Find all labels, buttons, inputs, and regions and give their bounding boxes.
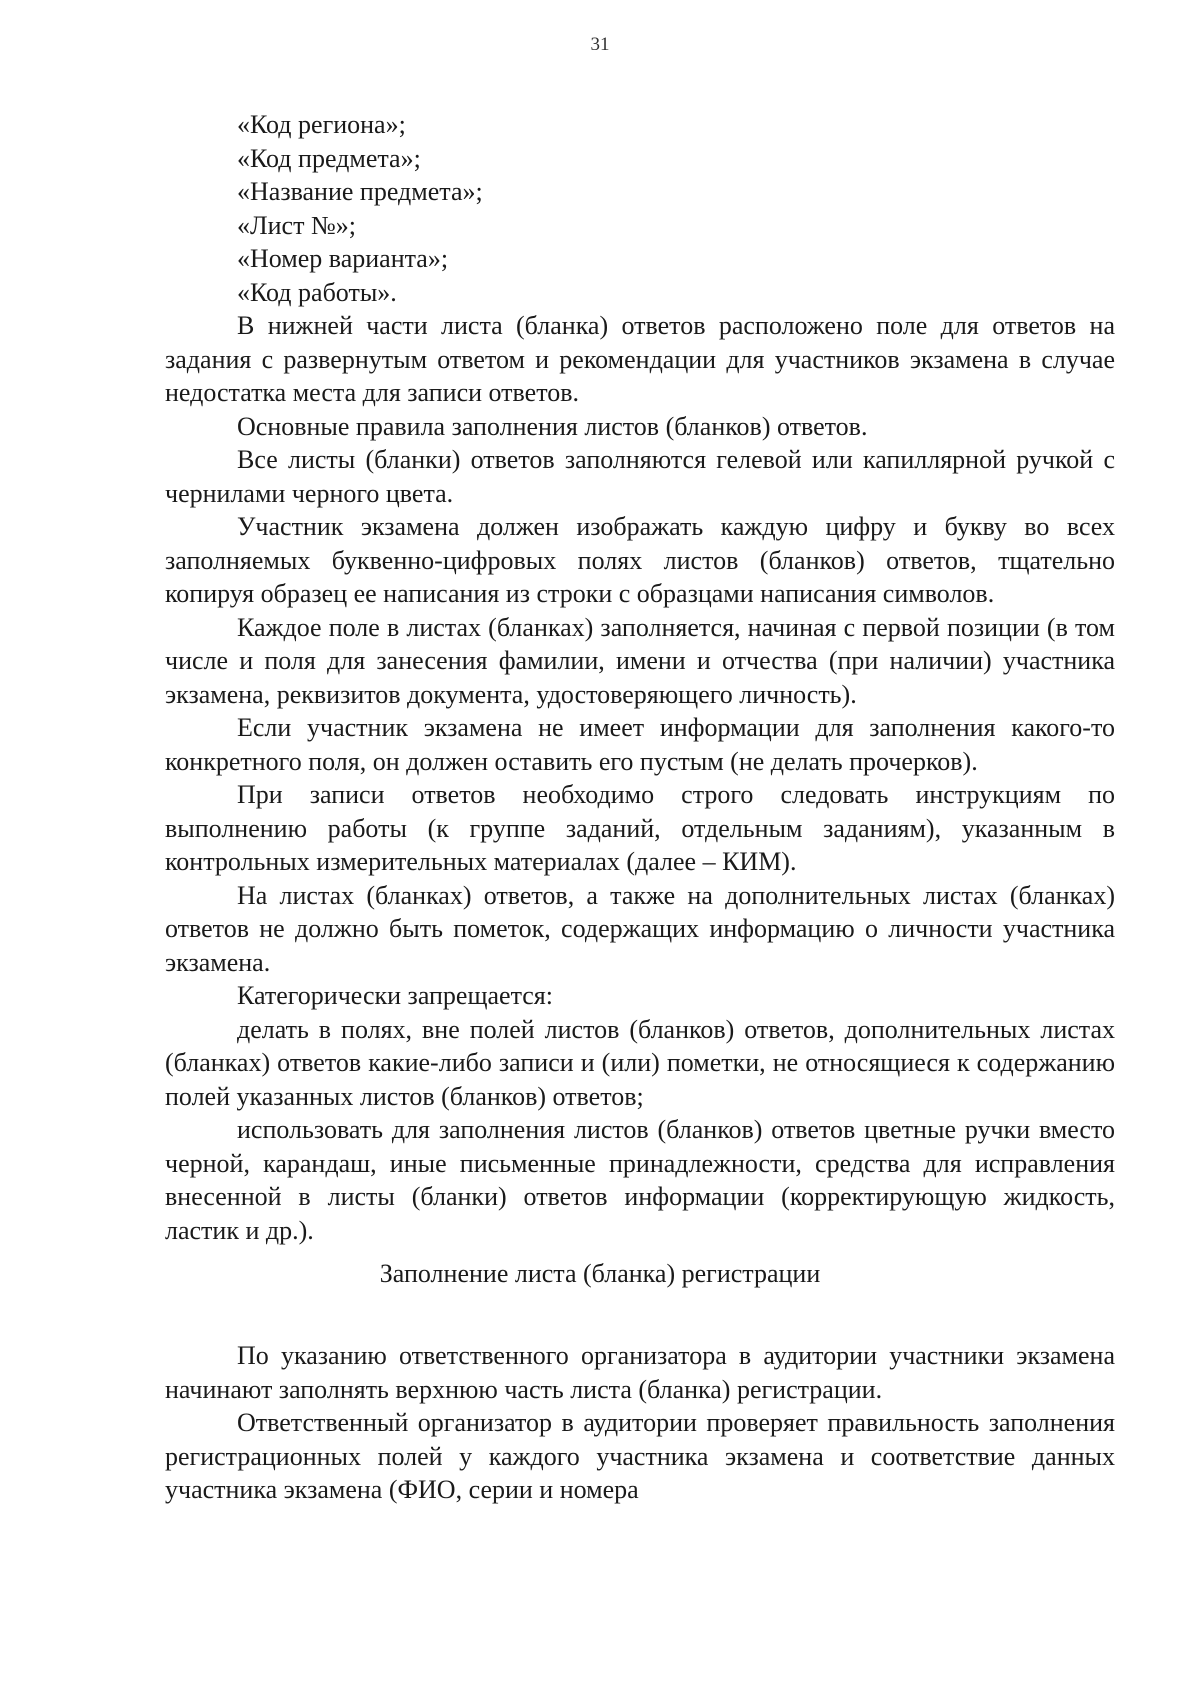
paragraph-empty-field: Если участник экзамена не имеет информации для заполнения какого-то конкретного поля, он должен оставить его пустым (не делать прочерков).: [165, 713, 1115, 776]
list-item-variant-number: «Номер варианта»;: [237, 244, 449, 273]
main-text-top: [165, 108, 1115, 1247]
list-item-work-code: «Код работы».: [237, 277, 397, 307]
main-text-bottom: [165, 1339, 1115, 1507]
paragraph-answer-field: В нижней части листа (бланка) ответов расположено поле для ответов на задания с развернутым ответом и рекомендации для участников экзамена в случае недостатка места для записи ответов.: [165, 311, 1115, 407]
page-number: 31: [590, 34, 610, 55]
paragraph-start-filling: По указанию ответственного организатора в аудитории участники экзамена начинают заполнять верхнюю часть листа (бланка) регистрации.: [165, 1341, 1115, 1404]
paragraph-follow-instructions: При записи ответов необходимо строго следовать инструкциям по выполнению работы (к группе заданий, отдельным заданиям), указанным в контрольных измерительных материалах (далее – КИМ).: [165, 780, 1115, 876]
paragraph-character-writing: Участник экзамена должен изображать каждую цифру и букву во всех заполняемых буквенно-цифровых полях листов (бланков) ответов, тщательно копируя образец ее написания из строки с образцами написания символов.: [165, 512, 1115, 608]
paragraph-first-position: Каждое поле в листах (бланках) заполняется, начиная с первой позиции (в том числе и поля для занесения фамилии, имени и отчества (при наличии) участника экзамена, реквизитов документа, удостоверяющего личность).: [165, 612, 1115, 709]
paragraph-no-marks: На листах (бланках) ответов, а также на дополнительных листах (бланках) ответов не должно быть пометок, содержащих информацию о личности участника экзамена.: [165, 880, 1115, 977]
section-heading: Заполнение листа (бланка) регистрации: [379, 1259, 821, 1288]
paragraph-prohibited-tools: использовать для заполнения листов (бланков) ответов цветные ручки вместо черной, карандаш, иные письменные принадлежности, средства для исправления внесенной в листы (бланки) ответов информации (корректирующую жидкость, ластик и др.).: [165, 1115, 1115, 1245]
list-item-subject-name: «Название предмета»;: [237, 177, 483, 206]
list-item-region-code: «Код региона»;: [237, 110, 406, 139]
paragraph-prohibited-title: Категорически запрещается:: [237, 981, 553, 1010]
paragraph-prohibited-records: делать в полях, вне полей листов (бланков) ответов, дополнительных листах (бланках) ответов какие-либо записи и (или) пометки, не относящиеся к содержанию полей указанных листов (бланков) ответов;: [165, 1014, 1115, 1111]
list-item-subject-code: «Код предмета»;: [237, 143, 421, 173]
paragraph-rules-title: Основные правила заполнения листов (бланков) ответов.: [237, 411, 868, 441]
paragraph-pen-requirement: Все листы (бланки) ответов заполняются гелевой или капиллярной ручкой с чернилами черного цвета.: [165, 445, 1115, 508]
paragraph-organizer-check: Ответственный организатор в аудитории проверяет правильность заполнения регистрационных полей у каждого участника экзамена и соответствие данных участника экзамена (ФИО, серии и номера: [165, 1408, 1115, 1504]
list-item-sheet-number: «Лист №»;: [237, 210, 356, 240]
